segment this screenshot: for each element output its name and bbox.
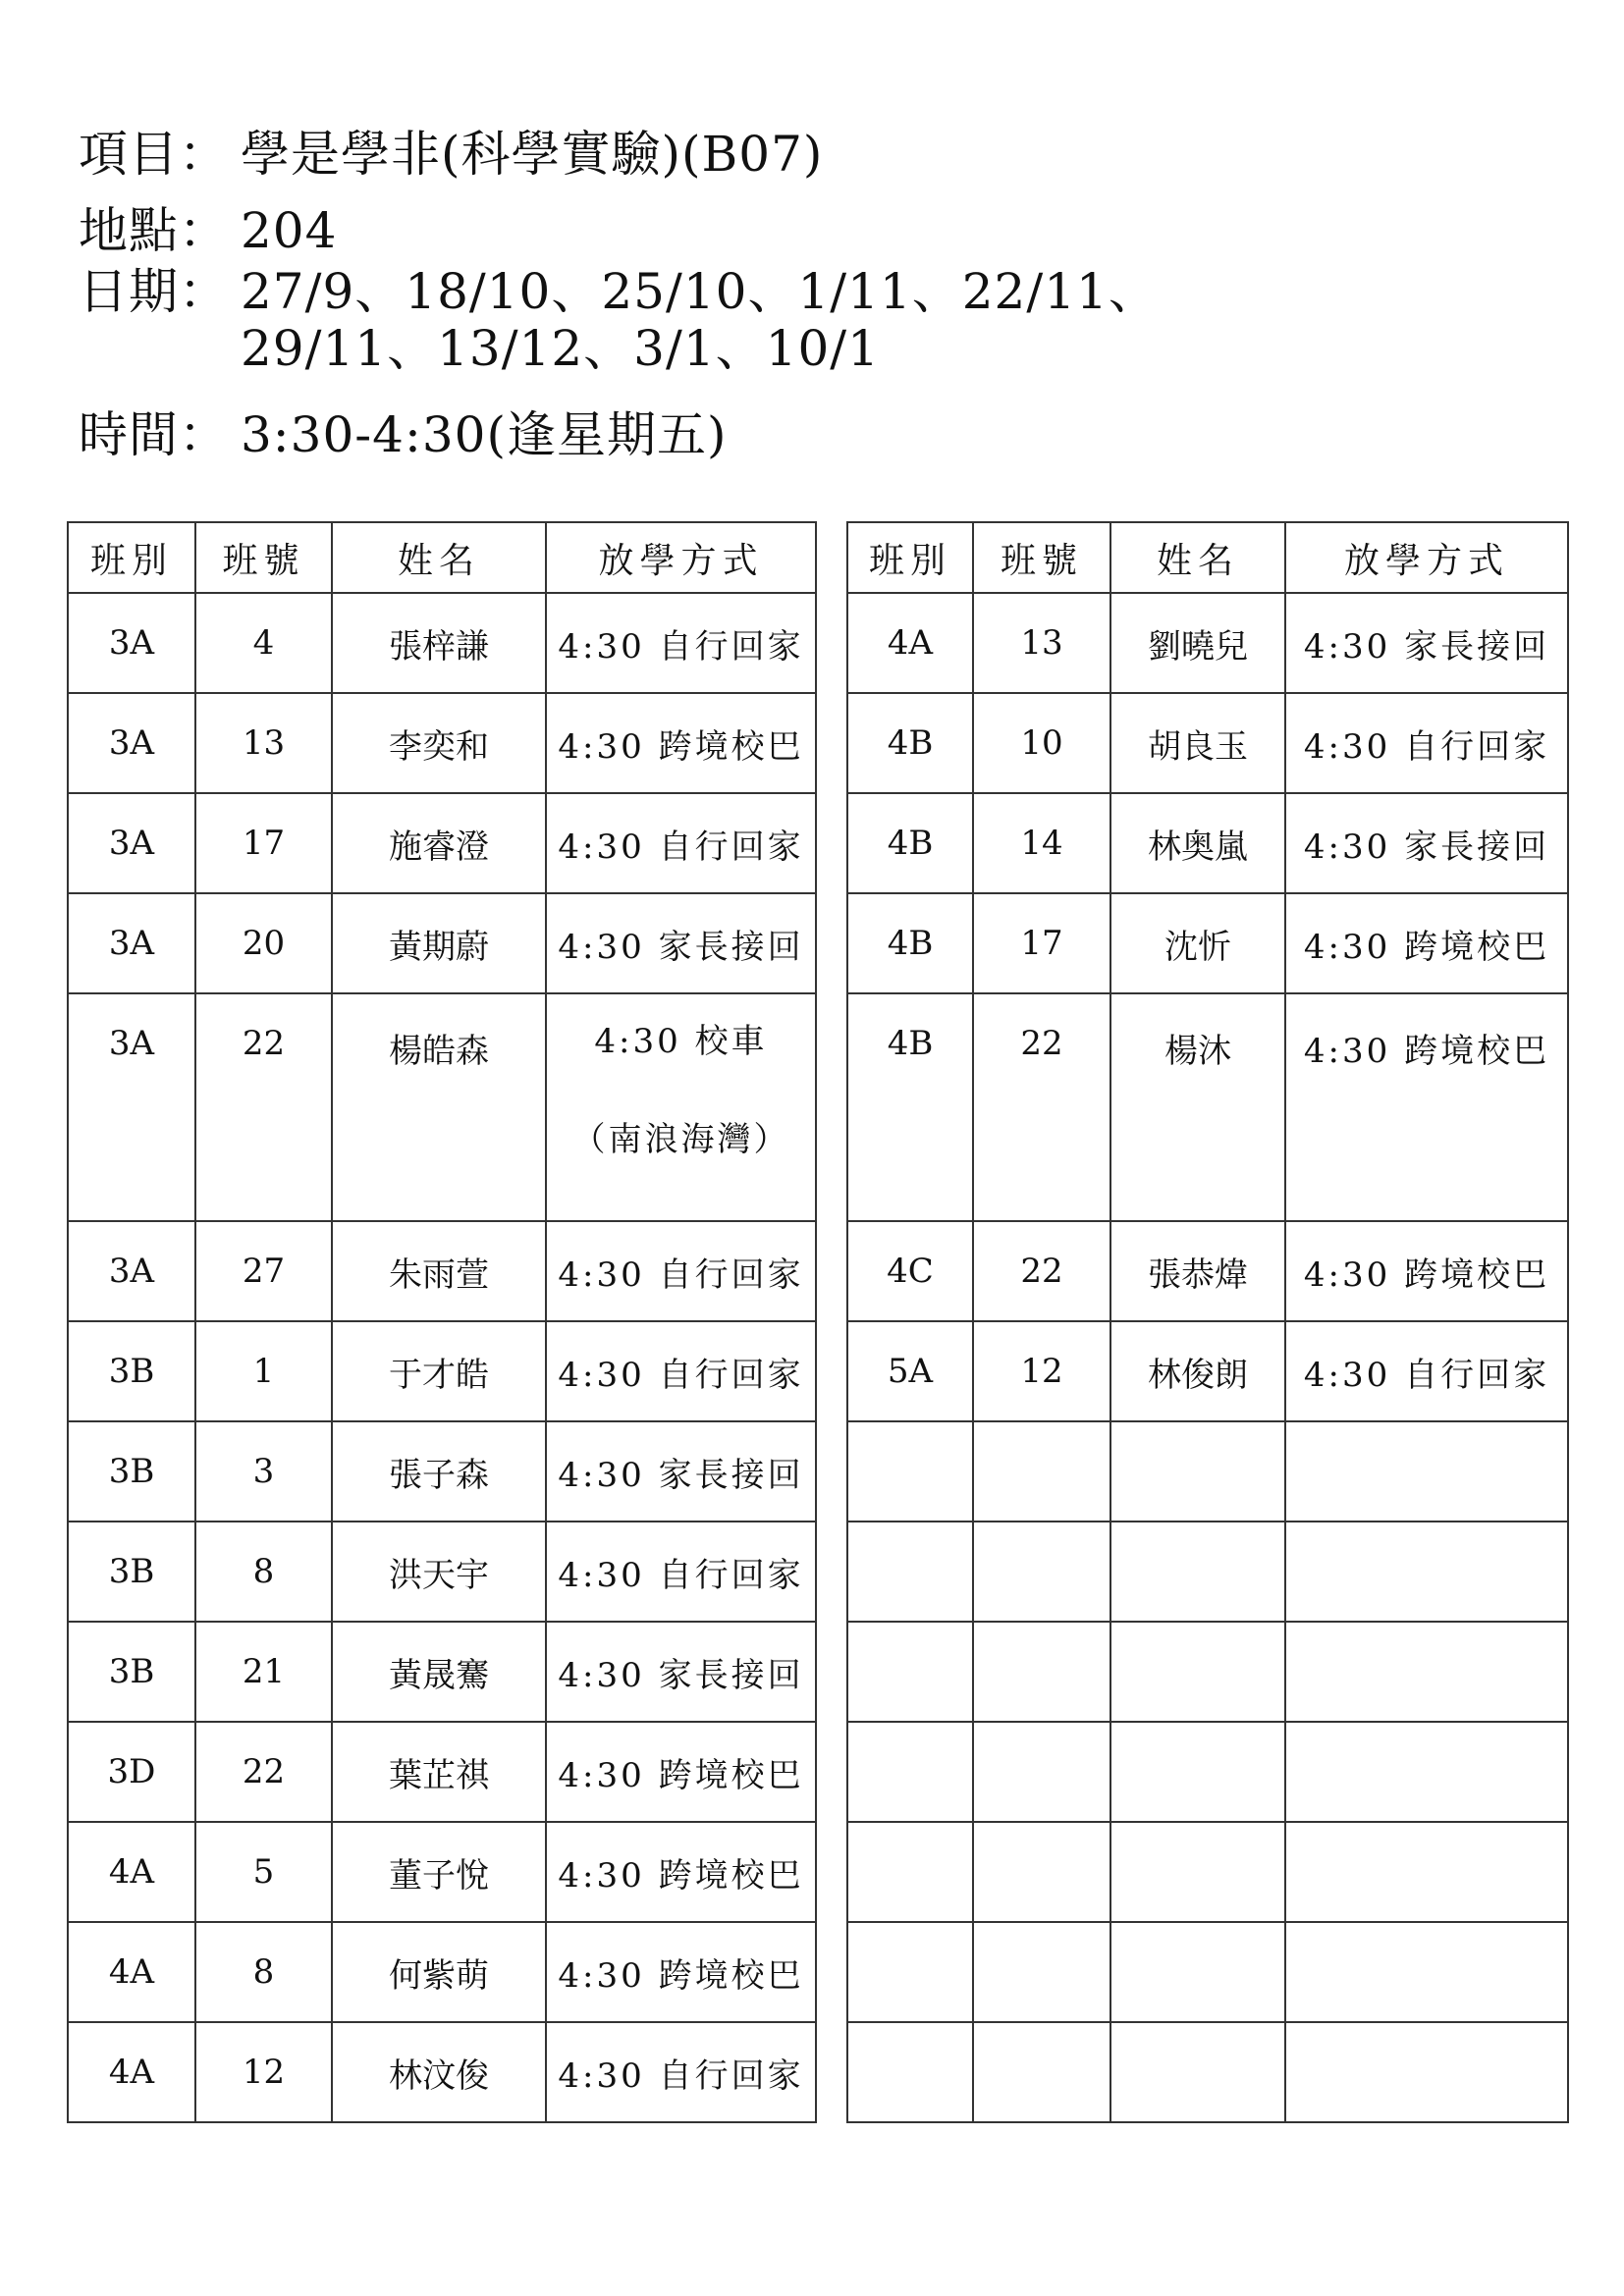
table-row — [68, 593, 816, 693]
cell-class: 3B — [68, 1321, 195, 1421]
cell-dismissal — [1285, 1622, 1568, 1722]
cell-class: 3A — [68, 993, 195, 1221]
cell-dismissal: 4:30 家長接回 — [1285, 793, 1568, 893]
cell-class: 3A — [68, 593, 195, 693]
cell-number: 22 — [195, 1722, 332, 1822]
cell-number: 22 — [973, 1221, 1110, 1321]
cell-class: 4A — [68, 1822, 195, 1922]
cell-class: 4B — [847, 693, 973, 793]
time-row — [79, 406, 1355, 463]
column-header-dismissal: 放學方式 — [546, 522, 816, 593]
cell-number: 21 — [195, 1622, 332, 1722]
cell-class: 3A — [68, 893, 195, 993]
roster-table-right — [846, 521, 1569, 2123]
cell-dismissal: 4:30 自行回家 — [546, 1321, 816, 1421]
cell-name: 黃期蔚 — [332, 893, 546, 993]
cell-class — [847, 1822, 973, 1922]
cell-name: 施睿澄 — [332, 793, 546, 893]
dates-value — [241, 263, 1159, 377]
table-row — [68, 1622, 816, 1722]
cell-class: 4C — [847, 1221, 973, 1321]
cell-name: 黃晟騫 — [332, 1622, 546, 1722]
cell-name — [1110, 1722, 1285, 1822]
table-row — [68, 1522, 816, 1622]
cell-number: 5 — [195, 1822, 332, 1922]
cell-dismissal — [1285, 1722, 1568, 1822]
cell-name: 林奥嵐 — [1110, 793, 1285, 893]
table-row — [847, 1321, 1568, 1421]
cell-number: 27 — [195, 1221, 332, 1321]
cell-number: 17 — [973, 893, 1110, 993]
cell-number: 3 — [195, 1421, 332, 1522]
cell-name: 林汶俊 — [332, 2022, 546, 2122]
dismissal-main: 4:30 校車 — [594, 1022, 768, 1061]
cell-number: 8 — [195, 1922, 332, 2022]
cell-name: 董子悅 — [332, 1822, 546, 1922]
cell-dismissal — [1285, 1421, 1568, 1522]
cell-number: 13 — [195, 693, 332, 793]
cell-dismissal: 4:30 家長接回 — [546, 1622, 816, 1722]
cell-dismissal: 4:30 自行回家 — [546, 1221, 816, 1321]
venue-row — [79, 202, 1355, 259]
cell-number: 20 — [195, 893, 332, 993]
cell-dismissal: 4:30 自行回家 — [546, 793, 816, 893]
table-row — [847, 1221, 1568, 1321]
cell-dismissal — [1285, 1922, 1568, 2022]
cell-name: 李奕和 — [332, 693, 546, 793]
cell-number: 22 — [195, 993, 332, 1221]
cell-number — [973, 1822, 1110, 1922]
cell-dismissal — [1285, 1822, 1568, 1922]
cell-name: 楊沐 — [1110, 993, 1285, 1221]
cell-dismissal: 4:30 自行回家 — [546, 1522, 816, 1622]
time-value: 3:30-4:30(逢星期五) — [241, 406, 728, 463]
cell-name: 張恭煒 — [1110, 1221, 1285, 1321]
cell-number — [973, 2022, 1110, 2122]
cell-class: 3A — [68, 693, 195, 793]
cell-class: 3D — [68, 1722, 195, 1822]
cell-name: 洪天宇 — [332, 1522, 546, 1622]
cell-number: 12 — [195, 2022, 332, 2122]
table-row-empty — [847, 1622, 1568, 1722]
venue-value: 204 — [241, 202, 338, 259]
cell-dismissal: 4:30 跨境校巴 — [546, 1922, 816, 2022]
column-header-name: 姓名 — [1110, 522, 1285, 593]
cell-dismissal: 4:30 跨境校巴 — [546, 1722, 816, 1822]
table-row — [68, 1321, 816, 1421]
cell-name: 朱雨萱 — [332, 1221, 546, 1321]
cell-dismissal: 4:30 自行回家 — [1285, 693, 1568, 793]
table-row — [68, 993, 816, 1221]
table-row — [68, 693, 816, 793]
cell-class — [847, 1622, 973, 1722]
cell-dismissal: 4:30 自行回家 — [1285, 1321, 1568, 1421]
project-row — [79, 126, 1355, 183]
cell-name: 何紫萌 — [332, 1922, 546, 2022]
cell-name — [1110, 1421, 1285, 1522]
cell-class: 5A — [847, 1321, 973, 1421]
cell-class: 3A — [68, 1221, 195, 1321]
table-row — [68, 1922, 816, 2022]
dates-line-2: 29/11、13/12、3/1、10/1 — [241, 320, 880, 377]
cell-number: 8 — [195, 1522, 332, 1622]
cell-number — [973, 1522, 1110, 1622]
time-label: 時間： — [79, 406, 229, 463]
column-header-class: 班別 — [68, 522, 195, 593]
table-row — [68, 1722, 816, 1822]
cell-class: 4B — [847, 893, 973, 993]
cell-name: 楊皓森 — [332, 993, 546, 1221]
cell-class — [847, 1922, 973, 2022]
cell-name: 張梓謙 — [332, 593, 546, 693]
cell-name: 林俊朗 — [1110, 1321, 1285, 1421]
roster-table-left — [67, 521, 817, 2123]
cell-class: 3B — [68, 1522, 195, 1622]
cell-dismissal: 4:30 跨境校巴 — [1285, 893, 1568, 993]
cell-number: 22 — [973, 993, 1110, 1221]
cell-class: 4B — [847, 793, 973, 893]
table-row — [68, 1421, 816, 1522]
cell-name: 葉芷祺 — [332, 1722, 546, 1822]
cell-number: 4 — [195, 593, 332, 693]
table-row-empty — [847, 1421, 1568, 1522]
column-header-number: 班號 — [195, 522, 332, 593]
table-row-empty — [847, 1922, 1568, 2022]
table-header-row — [847, 522, 1568, 593]
cell-dismissal: 4:30 家長接回 — [546, 893, 816, 993]
table-row — [68, 1822, 816, 1922]
table-row — [847, 993, 1568, 1221]
table-row-empty — [847, 2022, 1568, 2122]
cell-class — [847, 1522, 973, 1622]
cell-class — [847, 1421, 973, 1522]
activity-header — [79, 126, 1355, 463]
cell-dismissal: 4:30 自行回家 — [546, 593, 816, 693]
cell-name — [1110, 1522, 1285, 1622]
table-row-empty — [847, 1722, 1568, 1822]
cell-name — [1110, 1822, 1285, 1922]
table-row-empty — [847, 1522, 1568, 1622]
cell-class: 4A — [68, 2022, 195, 2122]
table-row — [68, 1221, 816, 1321]
cell-class: 4A — [68, 1922, 195, 2022]
cell-number: 17 — [195, 793, 332, 893]
cell-name: 沈忻 — [1110, 893, 1285, 993]
cell-name — [1110, 1622, 1285, 1722]
cell-dismissal — [1285, 2022, 1568, 2122]
cell-class: 3A — [68, 793, 195, 893]
table-row — [68, 793, 816, 893]
cell-class: 4A — [847, 593, 973, 693]
dates-label: 日期： — [79, 263, 229, 320]
cell-dismissal: 4:30 跨境校巴 — [546, 693, 816, 793]
cell-class: 3B — [68, 1622, 195, 1722]
cell-class — [847, 1722, 973, 1822]
project-value: 學是學非(科學實驗)(B07) — [241, 126, 824, 183]
cell-number: 12 — [973, 1321, 1110, 1421]
cell-dismissal: 4:30 自行回家 — [546, 2022, 816, 2122]
cell-class: 4B — [847, 993, 973, 1221]
table-header-row — [68, 522, 816, 593]
cell-class: 3B — [68, 1421, 195, 1522]
cell-name — [1110, 2022, 1285, 2122]
table-row — [847, 893, 1568, 993]
cell-name: 于才皓 — [332, 1321, 546, 1421]
cell-dismissal — [1285, 1522, 1568, 1622]
table-row — [847, 793, 1568, 893]
project-label: 項目： — [79, 126, 229, 183]
cell-dismissal: 4:30 跨境校巴 — [1285, 1221, 1568, 1321]
cell-dismissal: 4:30 家長接回 — [1285, 593, 1568, 693]
cell-dismissal — [546, 993, 816, 1221]
table-row — [847, 693, 1568, 793]
cell-class — [847, 2022, 973, 2122]
cell-number — [973, 1421, 1110, 1522]
cell-dismissal: 4:30 跨境校巴 — [1285, 993, 1568, 1221]
cell-number: 10 — [973, 693, 1110, 793]
table-row — [68, 2022, 816, 2122]
cell-name: 張子森 — [332, 1421, 546, 1522]
column-header-name: 姓名 — [332, 522, 546, 593]
table-row-empty — [847, 1822, 1568, 1922]
dismissal-note: （南浪海灣） — [571, 1120, 790, 1159]
cell-number: 1 — [195, 1321, 332, 1421]
dates-line-1: 27/9、18/10、25/10、1/11、22/11、 — [241, 263, 1159, 320]
cell-name: 胡良玉 — [1110, 693, 1285, 793]
cell-name — [1110, 1922, 1285, 2022]
dates-row — [79, 263, 1355, 377]
cell-number — [973, 1622, 1110, 1722]
cell-number: 13 — [973, 593, 1110, 693]
cell-number: 14 — [973, 793, 1110, 893]
cell-dismissal: 4:30 跨境校巴 — [546, 1822, 816, 1922]
cell-name: 劉曉兒 — [1110, 593, 1285, 693]
column-header-dismissal: 放學方式 — [1285, 522, 1568, 593]
table-row — [68, 893, 816, 993]
cell-number — [973, 1722, 1110, 1822]
cell-number — [973, 1922, 1110, 2022]
cell-dismissal: 4:30 家長接回 — [546, 1421, 816, 1522]
table-row — [847, 593, 1568, 693]
venue-label: 地點： — [79, 202, 229, 259]
column-header-number: 班號 — [973, 522, 1110, 593]
column-header-class: 班別 — [847, 522, 973, 593]
